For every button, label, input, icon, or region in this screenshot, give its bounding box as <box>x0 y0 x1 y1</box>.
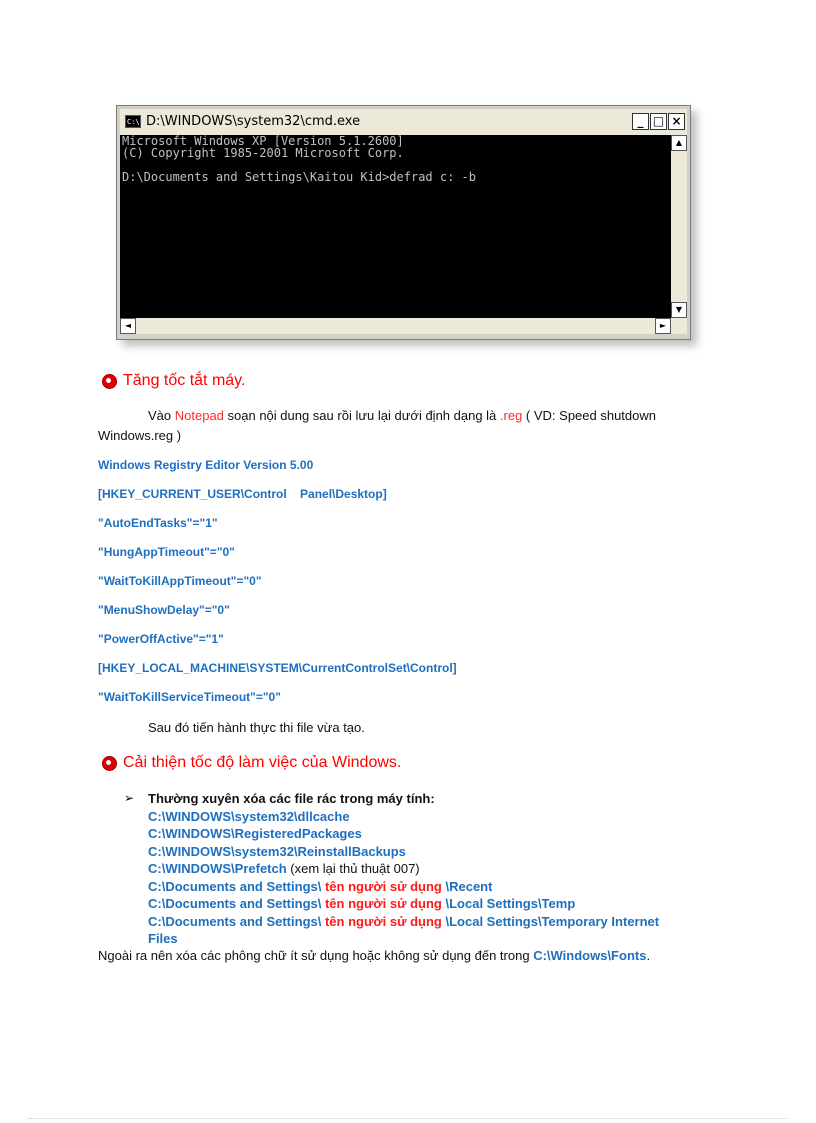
console-line: (C) Copyright 1985-2001 Microsoft Corp. <box>122 146 404 160</box>
intro-text: soạn nội dung sau rồi lưu lại dưới định dạng là <box>223 408 500 423</box>
registry-line: "PowerOffActive"="1" <box>98 632 224 646</box>
yin-yang-bullet-icon <box>102 374 117 389</box>
notepad-highlight: Notepad <box>174 408 224 423</box>
outro-paragraph: Sau đó tiến hành thực thi file vừa tạo. <box>148 720 365 735</box>
intro-text: ( VD: Speed shutdown Windows.reg ) <box>98 408 657 443</box>
heading-text: Tăng tốc tắt máy. <box>123 372 246 389</box>
registry-line: [HKEY_CURRENT_USER\Control Panel\Desktop] <box>98 487 387 501</box>
cmd-window-title: D:\WINDOWS\system32\cmd.exe <box>146 114 361 129</box>
path-text: C:\Documents and Settings\ <box>148 896 325 911</box>
junk-files-list <box>124 790 704 948</box>
path-text: \Local Settings\Temporary Internet <box>441 913 660 929</box>
console-line: Microsoft Windows XP [Version 5.1.2600] <box>122 135 404 148</box>
intro-paragraph <box>98 406 688 446</box>
username-placeholder: tên người sử dụng <box>324 878 442 894</box>
cmd-app-icon: C:\ <box>125 115 141 128</box>
path-item: C:\WINDOWS\system32\dllcache <box>148 808 350 824</box>
minimize-button[interactable]: _ <box>632 113 649 130</box>
path-item <box>148 913 704 931</box>
scroll-up-arrow-icon[interactable]: ▲ <box>671 135 687 151</box>
close-button[interactable]: × <box>668 113 685 130</box>
username-placeholder: tên người sử dụng <box>324 896 442 911</box>
intro-text: Vào <box>148 408 175 423</box>
path-text: \Recent <box>441 878 493 894</box>
horizontal-scrollbar[interactable] <box>120 318 671 334</box>
path-text: C:\Documents and Settings\ <box>148 913 325 929</box>
page-footer-divider <box>28 1118 788 1119</box>
username-placeholder: tên người sử dụng <box>324 913 442 929</box>
yin-yang-bullet-icon <box>102 756 117 771</box>
path-text: C:\Documents and Settings\ <box>148 878 325 894</box>
console-line: D:\Documents and Settings\Kaitou Kid>defrad c: -b <box>122 170 477 184</box>
registry-line: "MenuShowDelay"="0" <box>98 603 230 617</box>
fonts-path: C:\Windows\Fonts <box>533 948 647 963</box>
scroll-down-arrow-icon[interactable]: ▼ <box>671 302 687 318</box>
maximize-button[interactable]: □ <box>650 113 667 130</box>
path-item: C:\WINDOWS\RegisteredPackages <box>148 826 362 841</box>
path-text: \Local Settings\Temp <box>441 896 576 911</box>
path-item: C:\WINDOWS\system32\ReinstallBackups <box>148 843 406 859</box>
scroll-right-arrow-icon[interactable]: ► <box>655 318 671 334</box>
registry-line: "AutoEndTasks"="1" <box>98 516 218 530</box>
registry-line: Windows Registry Editor Version 5.00 <box>98 458 314 472</box>
scroll-left-arrow-icon[interactable]: ◄ <box>120 318 136 334</box>
cmd-console-output[interactable] <box>120 135 671 318</box>
registry-line: "WaitToKillServiceTimeout"="0" <box>98 690 281 704</box>
fonts-text: . <box>646 948 651 963</box>
scrollbar-corner <box>671 318 687 334</box>
path-item <box>148 860 704 878</box>
path-text: C:\WINDOWS\Prefetch <box>148 861 287 876</box>
section-heading-performance <box>102 754 401 772</box>
path-item: Files <box>148 931 178 946</box>
cmd-titlebar[interactable] <box>120 109 687 135</box>
registry-line: "HungAppTimeout"="0" <box>98 545 235 559</box>
registry-line: "WaitToKillAppTimeout"="0" <box>98 574 262 588</box>
path-item <box>148 878 704 896</box>
reg-extension-highlight: .reg <box>499 408 523 423</box>
path-item <box>148 895 704 913</box>
vertical-scrollbar[interactable] <box>671 135 687 318</box>
fonts-text: Ngoài ra nên xóa các phông chữ ít sử dụng hoặc không sử dụng đến trong <box>98 948 534 963</box>
list-title: Thường xuyên xóa các file rác trong máy tính: <box>148 791 435 806</box>
arrow-bullet-icon: ➢ <box>124 791 135 805</box>
cmd-window-screenshot <box>116 105 691 340</box>
registry-line: [HKEY_LOCAL_MACHINE\SYSTEM\CurrentControlSet\Control] <box>98 661 457 675</box>
section-heading-shutdown <box>102 372 245 390</box>
heading-text: Cải thiện tốc độ làm việc của Windows. <box>123 754 402 771</box>
path-note: (xem lại thủ thuật 007) <box>286 861 420 876</box>
fonts-paragraph <box>98 946 688 966</box>
